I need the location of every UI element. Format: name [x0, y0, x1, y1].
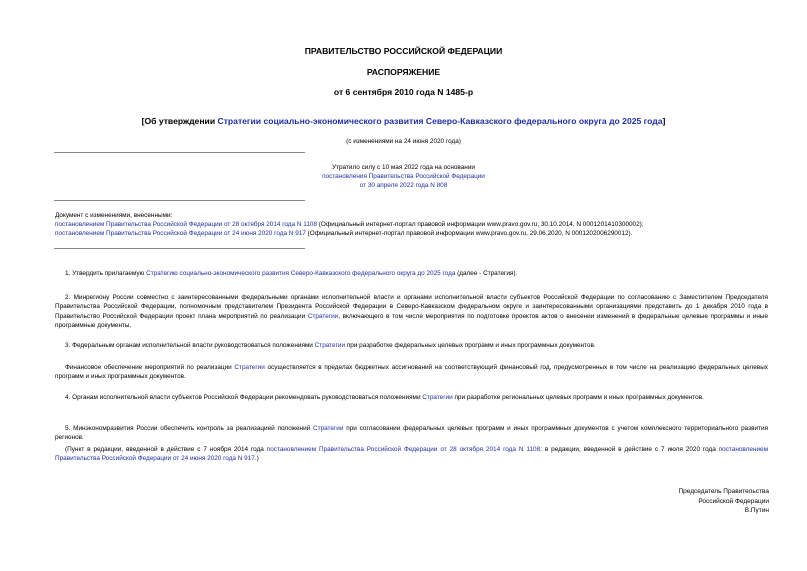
paragraph-4-tail: при разработке региональных целевых программ и иных программных документов.	[452, 394, 704, 401]
expired-text: Утратило силу с 10 мая 2022 года на основании	[332, 164, 475, 171]
signature-country: Российской Федерации	[698, 497, 769, 505]
strategy-link-p1[interactable]: Стратегию социально-экономического развития Северо-Кавказского федерального округа до 2025 года	[146, 270, 456, 277]
government-heading: ПРАВИТЕЛЬСТВО РОССИЙСКОЙ ФЕДЕРАЦИИ	[304, 46, 503, 56]
paragraph-2-tail: , включающего в том числе мероприятия по подготовке проектов актов о внесении изменений в федеральные целевые программы и иные программные документы.	[55, 312, 768, 330]
paragraph-3-tail: при разработке федеральных целевых программ и иных программных документов.	[345, 342, 596, 349]
changes-block	[55, 211, 775, 239]
paragraph-3	[55, 341, 768, 350]
paragraph-4-text: 4. Органам исполнительной власти субъектов Российской Федерации рекомендовать руководствоваться положениями	[65, 394, 423, 401]
expired-decree-date-link[interactable]: от 30 апреля 2022 года N 808	[359, 182, 448, 190]
editorial-note-text: (Пункт в редакции, введенной в действие с 7 ноября 2014 года	[65, 446, 267, 453]
document-title	[0, 116, 807, 126]
paragraph-1-tail: (далее - Стратегия).	[455, 270, 518, 277]
paragraph-5-tail: при согласовании федеральных целевых программ и иных программных документов с учетом комплексного территориального развития регионов.	[55, 425, 768, 442]
amendment-note: (с изменениями на 24 июня 2020 года)	[346, 138, 461, 145]
signature-name: В.Путин	[744, 507, 769, 515]
title-bracket-close: ]	[662, 116, 666, 126]
paragraph-3-text: 3. Федеральным органам исполнительной власти руководствоваться положениями	[65, 342, 315, 349]
divider-top-left	[54, 152, 305, 153]
strategy-link-p2[interactable]: Стратегии	[307, 312, 339, 320]
divider-changes	[54, 248, 305, 249]
strategy-link-p4[interactable]: Стратегии	[422, 394, 453, 401]
paragraph-5-editorial-note	[55, 445, 768, 464]
amendment-source-2014: (Официальный интернет-портал правовой информации www.pravo.gov.ru, 30.10.2014, N 0001201410300002);	[317, 221, 644, 229]
paragraph-1-text: 1. Утвердить прилагаемую	[65, 270, 147, 277]
strategy-link-p5[interactable]: Стратегии	[313, 425, 344, 432]
paragraph-2-text: 2. Минрегиону России совместно с заинтересованными федеральными органами исполнительной власти и органами исполнительной власти субъектов Российской Федерации по согласованию с Заместителем Председателя Правительства Российской Федерации, полномочным представителем Президента Российской Федерации в Северо-Кавказском федеральном округе и заинтересованными организациями представить до 1 декабря 2010 года в Правительство Российской Федерации проект плана мероприятий по реализации	[55, 294, 768, 320]
expired-notice	[0, 163, 807, 191]
document-type: РАСПОРЯЖЕНИЕ	[366, 67, 441, 77]
document-date-number: от 6 сентября 2010 года N 1485-р	[333, 87, 474, 97]
strategy-link-p3[interactable]: Стратегии	[314, 342, 346, 349]
title-bracket-open: [Об утверждении	[141, 116, 218, 126]
paragraph-5-text: 5. Минэкономразвития России обеспечить контроль за реализацией положений	[65, 425, 314, 432]
editorial-note-end: .)	[254, 455, 259, 463]
editorial-link-2014[interactable]: постановлением Правительства Российской Федерации от 28 октября 2014 года N 1108	[266, 446, 541, 453]
strategy-title-link[interactable]: Стратегии социально-экономического развития Северо-Кавказского федерального округа до 2025 года	[217, 116, 663, 126]
strategy-link-financing[interactable]: Стратегии	[234, 364, 265, 371]
divider-mid-left	[54, 200, 305, 201]
signature-position: Председатель Правительства	[678, 488, 769, 495]
paragraph-5	[55, 424, 768, 443]
editorial-note-middle: ; в редакции, введенной в действие с 7 июля 2020 года	[540, 446, 719, 453]
amendment-link-2014[interactable]: постановлением Правительства Российской Федерации от 28 октября 2014 года N 1108	[55, 221, 317, 229]
paragraph-4	[55, 393, 768, 402]
paragraph-financing-tail: осуществляется в пределах бюджетных ассигнований на соответствующий финансовый год, предусмотренных в том числе на реализацию федеральных целевых программ и иных программных документов.	[55, 364, 768, 381]
paragraph-financing-text: Финансовое обеспечение мероприятий по реализации	[65, 364, 235, 371]
paragraph-financing	[55, 363, 768, 382]
editorial-link-2020[interactable]: постановлением Правительства Российской Федерации от 24 июня 2020 года N 917	[55, 446, 768, 463]
amendment-link-2020[interactable]: постановлением Правительства Российской Федерации от 24 июня 2020 года N 917	[55, 230, 306, 238]
expired-decree-link[interactable]: постановления Правительства Российской Федерации	[322, 173, 485, 181]
signature-block	[678, 487, 769, 516]
paragraph-2	[55, 293, 768, 331]
amendment-source-2020: (Официальный интернет-портал правовой информации www.pravo.gov.ru, 29.06.2020, N 0001202006290012).	[305, 230, 633, 238]
paragraph-1	[55, 269, 768, 278]
changes-intro: Документ с изменениями, внесенными:	[55, 212, 173, 219]
